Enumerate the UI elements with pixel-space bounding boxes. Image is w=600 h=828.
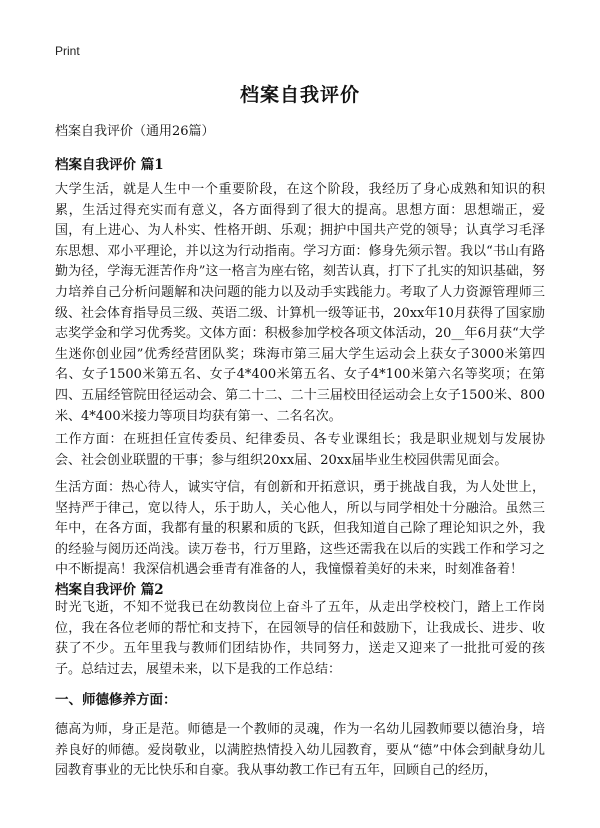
paragraph: 工作方面：在班担任宣传委员、纪律委员、各专业课组长；我是职业规划与发展协会、社会创业联盟的干事；参与组织20xx届、20xx届毕业生校园供需见面会。 bbox=[55, 432, 545, 468]
paragraph: 德高为师，身正是范。师德是一个教师的灵魂，作为一名幼儿园教师要以德治身，培养良好的师德。爱岗敬业，以满腔热情投入幼儿园教育，要从“德”中体会到献身幼儿园教育事业的无比快乐和自豪。我从事幼教工作已有五年，回顾自己的经历， bbox=[55, 722, 545, 779]
print-link[interactable]: Print bbox=[55, 44, 80, 58]
paragraph: 时光飞逝，不知不觉我已在幼教岗位上奋斗了五年，从走出学校校门，踏上工作岗位，我在各位老师的帮忙和支持下，在园领导的信任和鼓励下，让我成长、进步、收获了不少。五年里我与教师们团结协作，共同努力，送走又迎来了一批批可爱的孩子。总结过去，展望未来，以下是我的工作总结： bbox=[55, 600, 545, 677]
document-subtitle: 档案自我评价（通用26篇） bbox=[55, 124, 215, 139]
section-heading: 一、师德修养方面： bbox=[55, 692, 177, 708]
section-heading: 档案自我评价 篇1 bbox=[55, 157, 164, 173]
paragraph: 大学生活，就是人生中一个重要阶段，在这个阶段，我经历了身心成熟和知识的积累，生活过得充实而有意义，各方面得到了很大的提高。思想方面：思想端正，爱国，有上进心、为人朴实、性格开朗、乐观；拥护中国共产党的领导；认真学习毛泽东思想、邓小平理论，并以这为行动指南。学习方面：修身先须示智。我以“书山有路勤为径，学海无涯苦作舟”这一格言为座右铭，刻苦认真，打下了扎实的知识基础，努力培养自己分析问题解和决问题的能力以及动手实践能力。考取了人力资源管理师三级、社会体育指导员三级、英语二级、计算机一级等证书，20xx年10月获得了国家励志奖学金和学习优秀奖。文体方面：积极参加学校各项文体活动，20__年6月获“大学生迷你创业园”优秀经营团队奖；珠海市第三届大学生运动会上获女子3000米第四名、女子1500米第五名、女子4*400米第五名、女子4*100米第六名等奖项；在第四、五届经管院田径运动会、第二十二、二十三届校田径运动会上女子1500米、800米、4*400米接力等项目均获有第一、二名名次。 bbox=[55, 182, 545, 424]
section-heading: 档案自我评价 篇2 bbox=[55, 582, 164, 598]
page-title: 档案自我评价 bbox=[239, 84, 360, 106]
paragraph: 生活方面：热心待人，诚实守信，有创新和开拓意识，勇于挑战自我，为人处世上，坚持严于律己，宽以待人，乐于助人，关心他人，所以与同学相处十分融洽。虽然三年中，在各方面，我都有量的积累和质的飞跃，但我知道自己除了理论知识之外，我的经验与阅历还尚浅。读万卷书，行万里路，这些还需我在以后的实践工作和学习之中不断提高！我深信机遇会垂青有准备的人，我憧憬着美好的未来，时刻准备着！ bbox=[55, 480, 545, 578]
